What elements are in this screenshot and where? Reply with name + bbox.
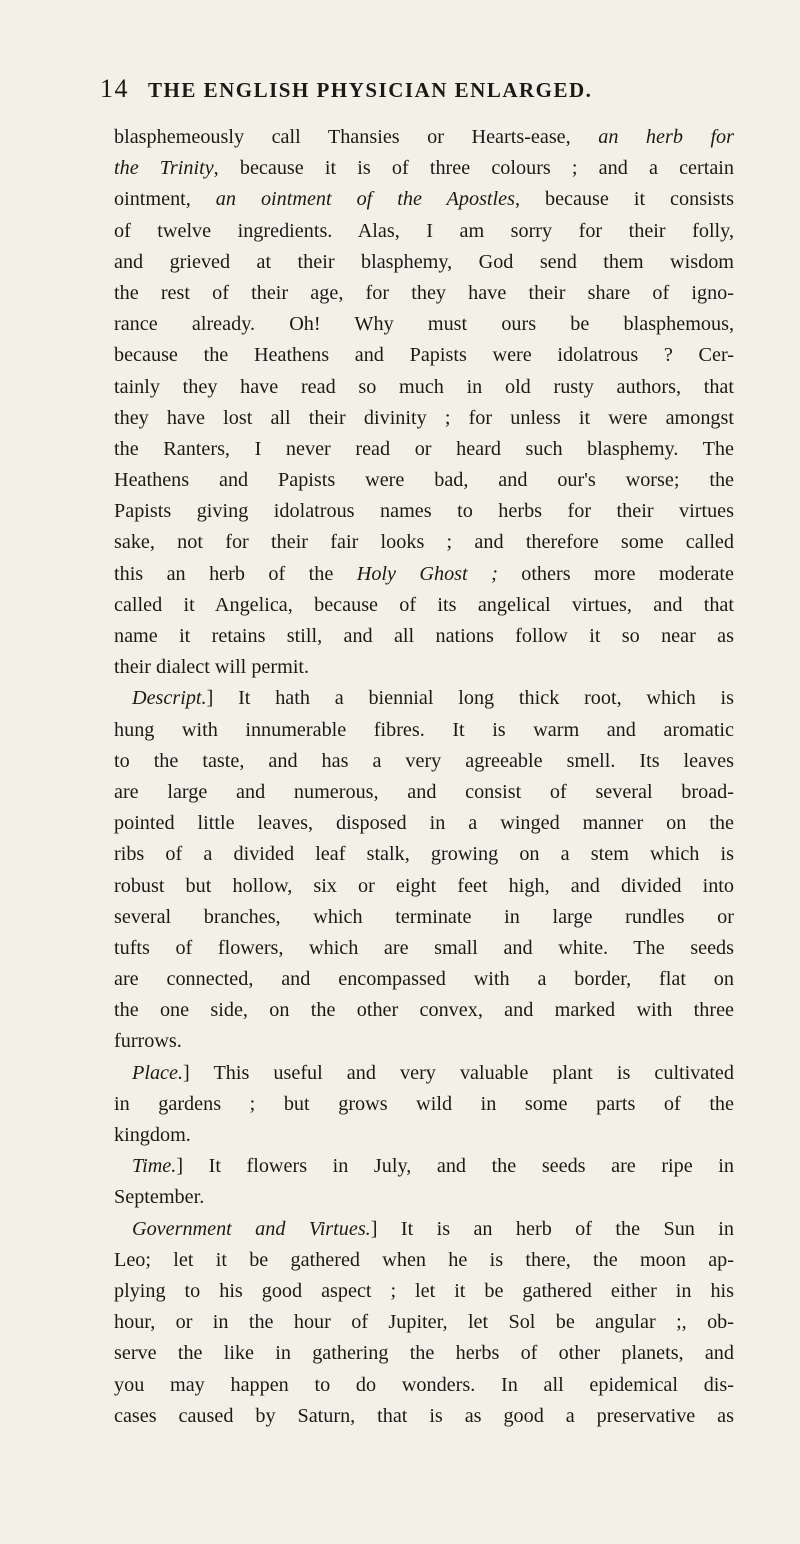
text-run: the one side, on the other convex, and marked with three [114,999,734,1022]
running-head [100,74,720,114]
text-run: Papists giving idolatrous names to herbs for their virtues [114,500,734,523]
text-run: kingdom. [114,1124,191,1146]
italic-text: an ointment of the Apostles [215,188,515,211]
text-run: in gardens ; but grows wild in some parts of the [114,1092,734,1115]
text-run: , because it is of three colours ; and a certain [213,157,734,180]
text-run: several branches, which terminate in large rundles or [114,905,734,928]
text-line [114,746,734,777]
text-line [114,372,734,403]
text-run: ] It hath a biennial long thick root, which is [206,687,734,710]
italic-text: Government and Virtues. [132,1217,371,1240]
text-line [114,309,734,340]
text-line [114,808,734,839]
body-text [114,122,734,1432]
text-line [114,122,734,153]
text-line [114,1370,734,1401]
text-run: ] It flowers in July, and the seeds are ripe in [176,1155,734,1178]
text-run: of twelve ingredients. Alas, I am sorry for their folly, [114,219,734,242]
text-run: plying to his good aspect ; let it be gathered either in his [114,1279,734,1302]
text-run: ] It is an herb of the Sun in [370,1217,734,1240]
text-line [114,1058,734,1089]
text-line [114,683,734,714]
text-line [114,933,734,964]
text-line [114,652,734,683]
text-line [114,1276,734,1307]
text-line [114,496,734,527]
text-run: the rest of their age, for they have their share of igno- [114,281,734,304]
text-run: they have lost all their divinity ; for unless it were amongst [114,406,734,429]
text-line [114,559,734,590]
text-line [114,434,734,465]
text-line [114,1307,734,1338]
text-run: Heathens and Papists were bad, and our's worse; the [114,469,734,492]
text-run: rance already. Oh! Why must ours be blasphemous, [114,313,734,336]
text-line [114,839,734,870]
text-line [114,590,734,621]
text-line [114,902,734,933]
text-run: sake, not for their fair looks ; and therefore some called [114,531,734,554]
text-run: are large and numerous, and consist of several broad- [114,780,734,803]
text-line [114,777,734,808]
text-line [114,216,734,247]
text-run: pointed little leaves, disposed in a winged manner on the [114,812,734,835]
text-run: September. [114,1186,205,1209]
text-run: ribs of a divided leaf stalk, growing on a stem which is [114,843,734,866]
text-run: , because it consists [514,188,734,211]
text-line [114,871,734,902]
text-run: are connected, and encompassed with a border, flat on [114,968,734,991]
text-line [114,184,734,215]
text-line [114,1120,734,1151]
text-line [114,621,734,652]
text-line [114,1151,734,1182]
text-run: the Ranters, I never read or heard such blasphemy. The [114,437,734,460]
italic-text: an herb for [598,126,735,148]
text-run: hour, or in the hour of Jupiter, let Sol be angular ;, ob- [114,1311,734,1334]
text-line [114,1182,734,1213]
text-line [114,278,734,309]
text-line [114,1214,734,1245]
text-line [114,964,734,995]
italic-text: Holy Ghost ; [356,562,498,585]
text-run: robust but hollow, six or eight feet high, and divided into [114,874,734,897]
text-run: their dialect will permit. [114,656,310,679]
text-run: others more moderate [497,562,735,585]
text-run: ] This useful and very valuable plant is cultivated [183,1061,734,1084]
text-run: cases caused by Saturn, that is as good a preservative as [114,1404,734,1427]
text-run: tufts of flowers, which are small and white. The seeds [114,936,734,959]
italic-text: the Trinity [114,157,214,180]
italic-text: Descript. [132,687,207,710]
text-line [114,403,734,434]
text-line [114,715,734,746]
text-line [114,465,734,496]
text-run: ointment, [114,188,216,211]
text-line [114,1089,734,1120]
text-run: you may happen to do wonders. In all epidemical dis- [114,1373,734,1396]
italic-text: Time. [132,1155,177,1178]
text-run: furrows. [114,1030,182,1053]
text-line [114,1338,734,1369]
text-line [114,1401,734,1432]
text-run: serve the like in gathering the herbs of other planets, and [114,1342,734,1365]
text-line [114,340,734,371]
text-line [114,153,734,184]
text-run: tainly they have read so much in old rusty authors, that [114,375,734,398]
text-line [114,1245,734,1276]
text-run: Leo; let it be gathered when he is there, the moon ap- [114,1248,734,1271]
text-run: and grieved at their blasphemy, God send them wisdom [114,250,734,273]
text-run: this an herb of the [114,562,357,585]
running-title: THE ENGLISH PHYSICIAN ENLARGED. [148,78,593,102]
text-run: name it retains still, and all nations follow it so near as [114,625,734,647]
page-number: 14 [100,74,129,103]
text-line [114,1026,734,1057]
text-run: blasphemeously call Thansies or Hearts-ease, [114,126,599,148]
text-line [114,995,734,1026]
text-line [114,527,734,558]
text-run: called it Angelica, because of its angelical virtues, and that [114,593,734,616]
italic-text: Place. [132,1061,184,1084]
text-run: because the Heathens and Papists were idolatrous ? Cer- [114,344,734,367]
text-run: hung with innumerable fibres. It is warm and aromatic [114,718,734,741]
text-run: to the taste, and has a very agreeable smell. Its leaves [114,749,734,772]
text-line [114,247,734,278]
